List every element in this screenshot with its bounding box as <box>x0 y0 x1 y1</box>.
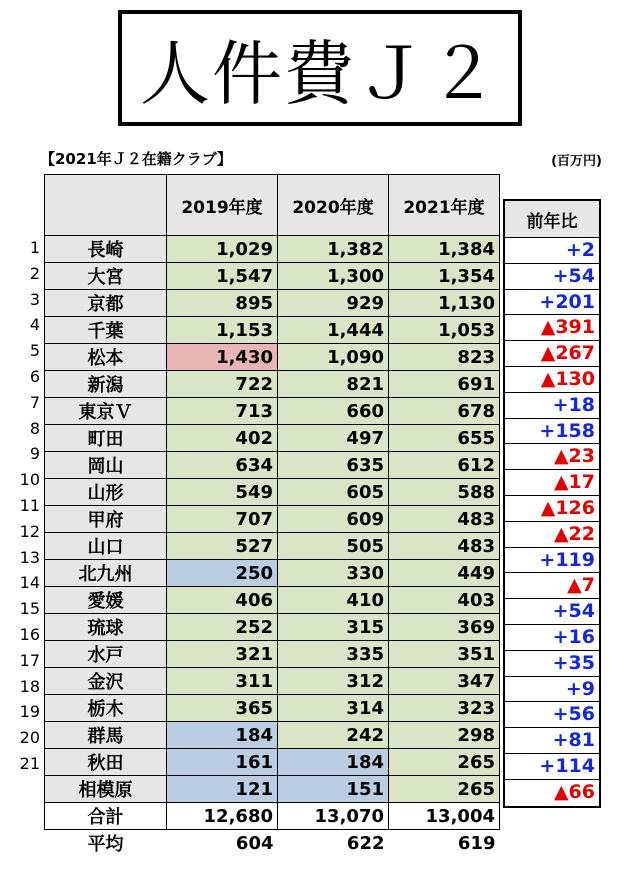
total-row <box>45 803 500 830</box>
table-row <box>45 290 500 317</box>
club-name: 松本 <box>45 344 167 371</box>
cost-2020: 635 <box>278 452 389 479</box>
cost-2021: 265 <box>389 749 500 776</box>
yoy-change: ▲23 <box>505 444 599 470</box>
total-2020: 13,070 <box>278 803 389 830</box>
table-row <box>45 749 500 776</box>
yoy-change: +16 <box>505 625 599 651</box>
club-name: 北九州 <box>45 560 167 587</box>
table-row <box>45 452 500 479</box>
yoy-change: ▲267 <box>505 341 599 367</box>
table-row <box>45 641 500 668</box>
cost-2021: 369 <box>389 614 500 641</box>
cost-2021: 588 <box>389 479 500 506</box>
table-row <box>45 614 500 641</box>
row-number: 9 <box>29 444 40 464</box>
cost-2020: 497 <box>278 425 389 452</box>
total-label: 合計 <box>45 803 167 830</box>
yoy-change: +2 <box>505 238 599 264</box>
cost-2021: 1,354 <box>389 263 500 290</box>
row-number: 16 <box>19 625 40 644</box>
cost-2019: 895 <box>167 290 278 317</box>
cost-2020: 929 <box>278 290 389 317</box>
table-row <box>45 533 500 560</box>
cost-2020: 605 <box>278 479 389 506</box>
cost-2021: 323 <box>389 695 500 722</box>
cost-2019: 722 <box>167 371 278 398</box>
cost-2019: 707 <box>167 506 278 533</box>
row-number: 13 <box>19 547 40 567</box>
header-yoy: 前年比 <box>505 201 599 238</box>
cost-2019: 1,547 <box>167 263 278 290</box>
average-2019: 604 <box>167 830 278 857</box>
table-row <box>45 371 500 398</box>
cost-2020: 330 <box>278 560 389 587</box>
club-name: 水戸 <box>45 641 167 668</box>
cost-2019: 365 <box>167 695 278 722</box>
club-name: 愛媛 <box>45 587 167 614</box>
cost-2020: 410 <box>278 587 389 614</box>
cost-2021: 265 <box>389 776 500 803</box>
cost-2020: 821 <box>278 371 389 398</box>
table-row <box>45 344 500 371</box>
club-name: 群馬 <box>45 722 167 749</box>
row-number: 2 <box>29 263 40 283</box>
average-2020: 622 <box>278 830 389 857</box>
table-row <box>45 479 500 506</box>
yoy-change: ▲126 <box>505 496 599 522</box>
cost-2019: 121 <box>167 776 278 803</box>
header-2020: 2020年度 <box>278 175 389 236</box>
cost-2019: 549 <box>167 479 278 506</box>
header-club <box>45 175 167 236</box>
club-name: 新潟 <box>45 371 167 398</box>
cost-2020: 184 <box>278 749 389 776</box>
average-label: 平均 <box>45 830 167 857</box>
row-number: 10 <box>19 470 40 490</box>
table-subtitle: 【2021年Ｊ２在籍クラブ】 <box>40 150 232 168</box>
club-name: 千葉 <box>45 317 167 344</box>
salary-table <box>44 174 500 856</box>
row-number: 8 <box>29 418 40 438</box>
yoy-change: ▲130 <box>505 367 599 393</box>
cost-2020: 151 <box>278 776 389 803</box>
unit-label: (百万円) <box>551 154 602 169</box>
cost-2020: 335 <box>278 641 389 668</box>
table-row <box>45 425 500 452</box>
yoy-change: +18 <box>505 393 599 419</box>
page-title: 人件費Ｊ２ <box>118 10 522 126</box>
row-number: 6 <box>29 367 40 386</box>
cost-2020: 1,382 <box>278 236 389 263</box>
total-yoy: ▲66 <box>553 780 595 803</box>
yoy-column <box>503 199 601 808</box>
cost-2019: 1,029 <box>167 236 278 263</box>
table-row <box>45 668 500 695</box>
cost-2019: 252 <box>167 614 278 641</box>
yoy-change: ▲7 <box>505 573 599 599</box>
club-name: 甲府 <box>45 506 167 533</box>
yoy-change: ▲17 <box>505 470 599 496</box>
club-name: 秋田 <box>45 749 167 776</box>
table-row <box>45 722 500 749</box>
cost-2019: 1,430 <box>167 344 278 371</box>
header-2021: 2021年度 <box>389 175 500 236</box>
row-number: 19 <box>19 702 40 722</box>
yoy-change: +119 <box>505 548 599 574</box>
table-row <box>45 587 500 614</box>
yoy-change: +81 <box>505 728 599 754</box>
cost-2019: 1,153 <box>167 317 278 344</box>
club-name: 琉球 <box>45 614 167 641</box>
cost-2021: 1,130 <box>389 290 500 317</box>
total-2019: 12,680 <box>167 803 278 830</box>
table-row <box>45 236 500 263</box>
row-number: 12 <box>19 521 40 541</box>
row-number: 4 <box>29 315 40 335</box>
cost-2021: 403 <box>389 587 500 614</box>
club-name: 栃木 <box>45 695 167 722</box>
cost-2020: 505 <box>278 533 389 560</box>
header-2019: 2019年度 <box>167 175 278 236</box>
cost-2021: 449 <box>389 560 500 587</box>
table-header-row <box>45 175 500 236</box>
cost-2019: 713 <box>167 398 278 425</box>
cost-2019: 321 <box>167 641 278 668</box>
yoy-change: +9 <box>505 677 599 703</box>
club-name: 京都 <box>45 290 167 317</box>
cost-2020: 315 <box>278 614 389 641</box>
club-name: 岡山 <box>45 452 167 479</box>
cost-2019: 406 <box>167 587 278 614</box>
cost-2021: 1,384 <box>389 236 500 263</box>
cost-2021: 1,053 <box>389 317 500 344</box>
average-2021: 619 <box>389 830 500 857</box>
yoy-change: +158 <box>505 419 599 445</box>
club-name: 相模原 <box>45 776 167 803</box>
cost-2020: 242 <box>278 722 389 749</box>
table-row <box>45 695 500 722</box>
yoy-change: +54 <box>505 264 599 290</box>
cost-2020: 1,444 <box>278 317 389 344</box>
cost-2021: 298 <box>389 722 500 749</box>
cost-2019: 634 <box>167 452 278 479</box>
cost-2019: 161 <box>167 749 278 776</box>
cost-2020: 660 <box>278 398 389 425</box>
yoy-change: +114 <box>505 754 599 780</box>
cost-2021: 655 <box>389 425 500 452</box>
total-2021: 13,004 <box>389 803 500 830</box>
cost-2021: 483 <box>389 533 500 560</box>
yoy-change: +35 <box>505 651 599 677</box>
club-name: 大宮 <box>45 263 167 290</box>
row-number: 11 <box>19 496 40 515</box>
cost-2019: 250 <box>167 560 278 587</box>
yoy-change: +201 <box>505 290 599 316</box>
club-name: 山形 <box>45 479 167 506</box>
cost-2019: 311 <box>167 668 278 695</box>
table-row <box>45 263 500 290</box>
cost-2020: 1,300 <box>278 263 389 290</box>
average-row <box>45 830 500 857</box>
cost-2019: 402 <box>167 425 278 452</box>
row-number: 18 <box>19 676 40 696</box>
table-row <box>45 317 500 344</box>
table-row <box>45 398 500 425</box>
cost-2021: 347 <box>389 668 500 695</box>
row-number: 1 <box>29 238 40 257</box>
cost-2021: 823 <box>389 344 500 371</box>
table-row <box>45 560 500 587</box>
row-number: 7 <box>29 392 40 412</box>
row-number: 3 <box>29 289 40 309</box>
cost-2019: 527 <box>167 533 278 560</box>
row-number: 14 <box>19 573 40 593</box>
row-number: 20 <box>19 728 40 748</box>
cost-2020: 312 <box>278 668 389 695</box>
cost-2020: 609 <box>278 506 389 533</box>
table-row <box>45 506 500 533</box>
club-name: 東京Ｖ <box>45 398 167 425</box>
cost-2021: 691 <box>389 371 500 398</box>
cost-2021: 678 <box>389 398 500 425</box>
row-number: 15 <box>19 599 40 619</box>
cost-2020: 314 <box>278 695 389 722</box>
row-number: 21 <box>19 754 40 773</box>
club-name: 町田 <box>45 425 167 452</box>
club-name: 山口 <box>45 533 167 560</box>
yoy-change: +56 <box>505 702 599 728</box>
club-name: 長崎 <box>45 236 167 263</box>
cost-2019: 184 <box>167 722 278 749</box>
cost-2021: 351 <box>389 641 500 668</box>
cost-2021: 483 <box>389 506 500 533</box>
yoy-change: ▲391 <box>505 315 599 341</box>
cost-2020: 1,090 <box>278 344 389 371</box>
row-number: 17 <box>19 650 40 670</box>
club-name: 金沢 <box>45 668 167 695</box>
yoy-change: ▲22 <box>505 522 599 548</box>
table-row <box>45 776 500 803</box>
cost-2021: 612 <box>389 452 500 479</box>
yoy-change: +54 <box>505 599 599 625</box>
row-number: 5 <box>29 341 40 361</box>
